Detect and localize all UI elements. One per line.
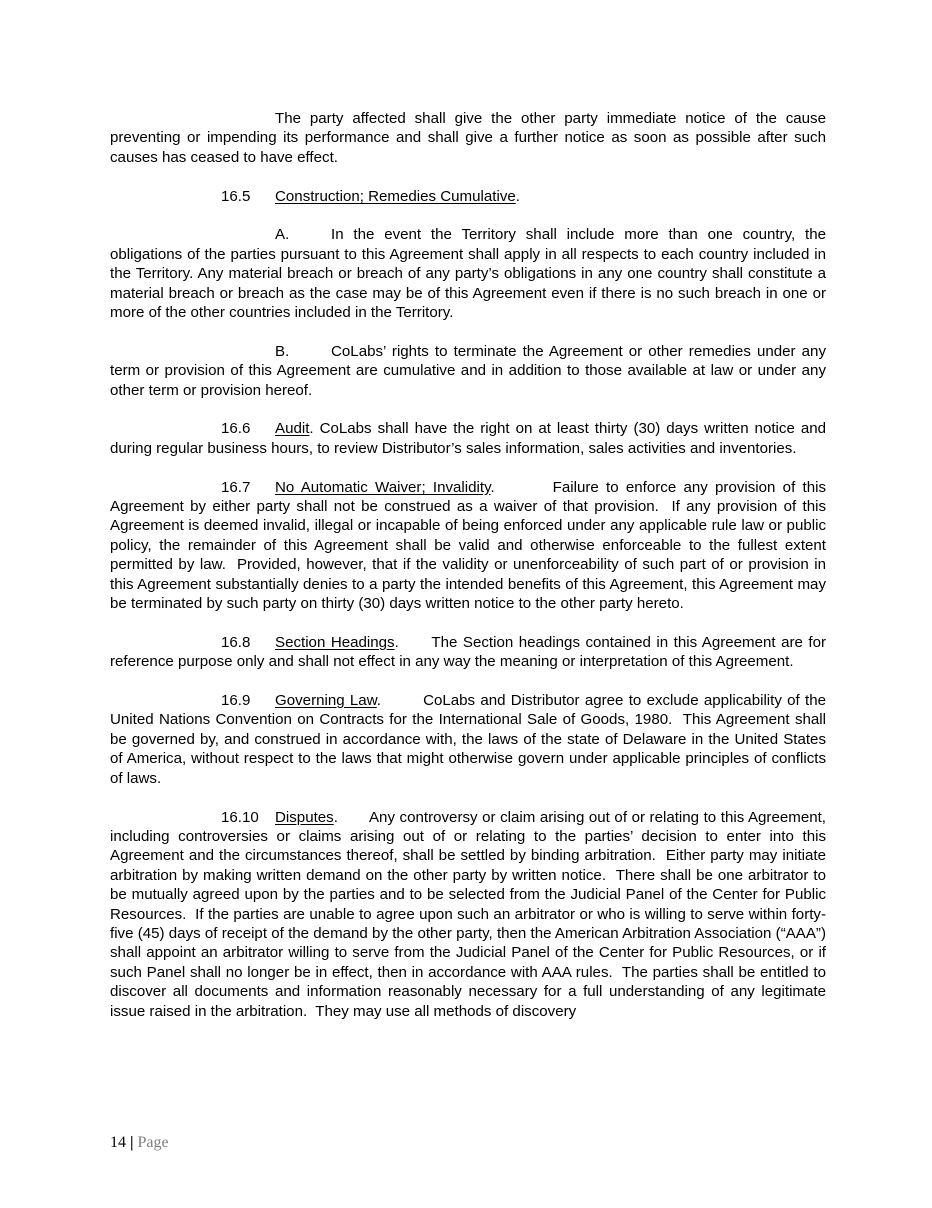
- subsection-label: B.: [275, 342, 290, 360]
- paragraph-notice: [110, 109, 826, 167]
- section-16-8: [110, 633, 831, 672]
- section-title: Audit: [275, 420, 310, 438]
- subsection-label: A.: [275, 226, 290, 244]
- section-16-6: [110, 419, 826, 458]
- section-text: . CoLabs and Distributor agree to exclude applicability of the United Nations Convention on Contracts for the International Sale of Goods, 1980. This Agreement shall be governed by, and construed in accordance with, the laws of the state of Delaware in the United States of America, without respect to the laws that might otherwise govern under applicable principles of conflicts of laws.: [110, 692, 831, 787]
- section-text: . Failure to enforce any provision of this Agreement by either party shall not be construed as a waiver of that provision. If any provision of this Agreement is deemed invalid, illegal or incapable of being enforced under any applicable rule law or public policy, the remainder of this Agreement shall be valid and otherwise enforceable to the fullest extent permitted by law. Provided, however, that if the validity or unenforceability of such part of or provision in this Agreement substantially denies to a party the intended benefits of this Agreement, this Agreement may be terminated by such party on thirty (30) days written notice to the other party hereto.: [110, 478, 831, 613]
- section-text: . Any controversy or claim arising out of or relating to this Agreement, including controversies or claims arising out of or relating to the parties’ decision to enter into this Agreement and the circumstances thereof, shall be settled by binding arbitration. Either party may initiate arbitration by making written demand on the other party by written notice. There shall be one arbitrator to be mutually agreed upon by the parties and to be selected from the Judicial Panel of the Center for Public Resources. If the parties are unable to agree upon such an arbitrator or who is willing to serve within forty-five (45) days of receipt of the demand by the other party, then the American Arbitration Association (“AAA”) shall appoint an arbitrator willing to serve from the Judicial Panel of the Center for Public Resources, or if such Panel shall no longer be in effect, then in accordance with AAA rules. The parties shall be entitled to discover all documents and information reasonably necessary for a full understanding of any legitimate issue raised in the arbitration. They may use all methods of discovery: [110, 808, 831, 1020]
- section-number: 16.6: [221, 420, 251, 438]
- section-16-10: [110, 808, 831, 1021]
- section-title: Construction; Remedies Cumulative: [275, 187, 516, 205]
- section-16-9: [110, 691, 831, 788]
- footer-separator: |: [130, 1134, 134, 1151]
- page-number: 14: [110, 1134, 126, 1151]
- section-number: 16.10: [221, 808, 259, 826]
- subsection-text: CoLabs’ rights to terminate the Agreement or other remedies under any term or provision of this Agreement are cumulative and in addition to those available at law or under any other term or provision hereof.: [110, 342, 826, 399]
- section-text: . The Section headings contained in this Agreement are for reference purpose only and shall not effect in any way the meaning or interpretation of this Agreement.: [110, 633, 831, 671]
- section-title-period: .: [515, 187, 520, 205]
- section-number: 16.7: [221, 478, 251, 496]
- section-text: . CoLabs shall have the right on at least thirty (30) days written notice and during regular business hours, to review Distributor’s sales information, sales activities and inventories.: [110, 420, 826, 457]
- section-16-5-heading: [110, 187, 826, 206]
- section-title: Governing Law: [275, 692, 377, 710]
- section-16-5-a: [110, 225, 826, 322]
- paragraph-text: The party affected shall give the other party immediate notice of the cause preventing or impending its performance and shall give a further notice as soon as possible after such causes has ceased to have effect.: [110, 110, 826, 166]
- page-footer: [110, 1134, 169, 1152]
- section-number: 16.5: [221, 187, 251, 205]
- page-label: Page: [137, 1134, 169, 1151]
- section-16-5-b: [110, 342, 826, 400]
- section-number: 16.9: [221, 692, 251, 710]
- section-title: No Automatic Waiver; Invalidity: [275, 478, 491, 496]
- section-title: Disputes: [275, 808, 334, 826]
- subsection-text: In the event the Territory shall include more than one country, the obligations of the parties pursuant to this Agreement shall apply in all respects to each country included in the Territory. Any material breach or breach of any party’s obligations in any one country shall constitute a material breach or breach as the case may be of this Agreement even if there is no such breach in one or more of the other countries included in the Territory.: [110, 226, 826, 322]
- section-number: 16.8: [221, 633, 251, 651]
- section-title: Section Headings: [275, 633, 395, 651]
- document-body: [110, 109, 831, 1040]
- section-16-7: [110, 478, 831, 614]
